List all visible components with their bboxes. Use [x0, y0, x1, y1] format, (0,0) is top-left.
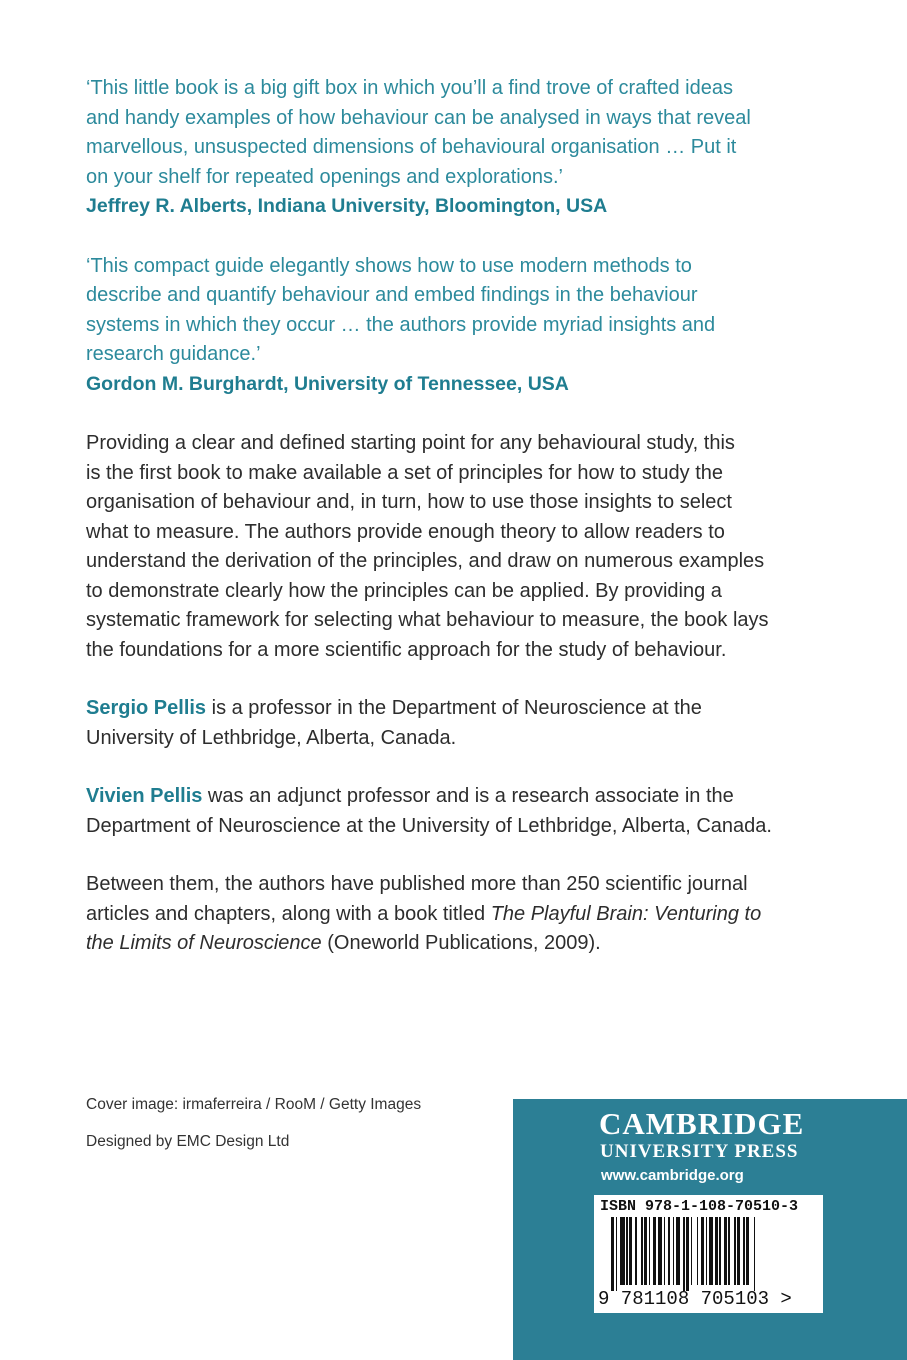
barcode-bar	[724, 1217, 727, 1285]
quote-line: describe and quantify behaviour and embed findings in the behaviour	[86, 284, 698, 306]
description-line: understand the derivation of the principles, and draw on numerous examples	[86, 550, 765, 572]
quote-attribution: Jeffrey R. Alberts, Indiana University, Bloomington, USA	[86, 195, 608, 217]
barcode-bar	[719, 1217, 721, 1285]
barcode-bar	[626, 1217, 628, 1285]
publisher-url: www.cambridge.org	[601, 1167, 744, 1184]
quote-attribution: Gordon M. Burghardt, University of Tennessee, USA	[86, 372, 569, 395]
barcode-bar	[743, 1217, 745, 1285]
barcode-bar	[728, 1217, 730, 1285]
description-line: systematic framework for selecting what behaviour to measure, the book lays	[86, 609, 769, 631]
publications-note	[86, 870, 826, 959]
back-cover-text	[86, 74, 826, 988]
barcode-digits: 9 781108 705103 >	[598, 1288, 792, 1310]
author-bio-sergio	[86, 694, 826, 753]
quote-line: and handy examples of how behaviour can be analysed in ways that reveal	[86, 106, 751, 129]
barcode-bar	[635, 1217, 637, 1285]
author-bio-vivien	[86, 782, 826, 841]
barcode-bar	[686, 1217, 689, 1291]
cover-image-credit: Cover image: irmaferreira / RooM / Getty Images	[86, 1096, 422, 1113]
description-line: is the first book to make available a set of principles for how to study the	[86, 461, 723, 484]
credits	[86, 1096, 421, 1170]
author-bio-text: Department of Neuroscience at the University of Lethbridge, Alberta, Canada.	[86, 814, 772, 837]
design-credit: Designed by EMC Design Ltd	[86, 1133, 290, 1150]
author-bio-text: University of Lethbridge, Alberta, Canada.	[86, 726, 457, 749]
barcode-bar	[697, 1217, 699, 1285]
publisher-panel	[513, 1099, 907, 1360]
quote-line: ‘This little book is a big gift box in which you’ll a find trove of crafted ideas	[86, 77, 733, 99]
publisher-logo-subname: UNIVERSITY PRESS	[600, 1141, 799, 1162]
barcode-bar	[754, 1217, 756, 1291]
publisher-logo-name: CAMBRIDGE	[599, 1106, 805, 1141]
barcode-bar	[629, 1217, 632, 1285]
barcode-bar	[641, 1217, 643, 1285]
description-line: to demonstrate clearly how the principles can be applied. By providing a	[86, 579, 722, 602]
barcode-bar	[683, 1217, 685, 1291]
quote-line: ‘This compact guide elegantly shows how to use modern methods to	[86, 254, 692, 277]
book-description	[86, 429, 826, 665]
author-name: Sergio Pellis	[86, 697, 207, 719]
barcode-bar	[668, 1217, 670, 1285]
author-bio-text: was an adjunct professor and is a research associate in the	[202, 785, 734, 807]
description-line: what to measure. The authors provide enough theory to allow readers to	[86, 520, 725, 543]
author-name: Vivien Pellis	[86, 785, 203, 807]
publications-line: Between them, the authors have published more than 250 scientific journal	[86, 873, 748, 895]
barcode-bar	[664, 1217, 666, 1285]
barcode-bar	[691, 1217, 693, 1285]
barcode-bar	[709, 1217, 714, 1285]
book-title: The Playful Brain: Venturing to	[490, 902, 762, 925]
barcode-bar	[653, 1217, 656, 1285]
isbn-label: ISBN 978-1-108-70510-3	[600, 1198, 799, 1215]
barcode-bar	[706, 1217, 708, 1285]
quote-line: on your shelf for repeated openings and explorations.’	[86, 165, 563, 188]
barcode-bar	[701, 1217, 704, 1285]
barcode-bar	[649, 1217, 651, 1285]
barcode-bar	[715, 1217, 718, 1285]
isbn-barcode	[594, 1195, 823, 1313]
barcode-bar	[616, 1217, 618, 1291]
barcode-bar	[746, 1217, 749, 1285]
description-line: organisation of behaviour and, in turn, how to use those insights to select	[86, 491, 732, 513]
description-line: Providing a clear and defined starting point for any behavioural study, this	[86, 432, 735, 454]
barcode-bar	[658, 1217, 663, 1285]
book-title: the Limits of Neuroscience	[86, 932, 322, 954]
publications-text: articles and chapters, along with a book titled	[86, 902, 491, 925]
quote-line: systems in which they occur … the authors provide myriad insights and	[86, 313, 716, 336]
quote-line: research guidance.’	[86, 343, 261, 365]
publications-text: (Oneworld Publications, 2009).	[321, 932, 601, 954]
barcode-bar	[676, 1217, 681, 1285]
review-quote-1	[86, 74, 826, 222]
description-line: the foundations for a more scientific approach for the study of behaviour.	[86, 638, 727, 661]
barcode-bar	[620, 1217, 625, 1285]
barcode-bar	[611, 1217, 614, 1291]
barcode-bar	[644, 1217, 647, 1285]
barcode-bar	[673, 1217, 675, 1285]
review-quote-2	[86, 252, 826, 400]
barcode-bar	[737, 1217, 740, 1285]
author-bio-text: is a professor in the Department of Neuroscience at the	[206, 697, 702, 719]
barcode-bar	[734, 1217, 736, 1285]
quote-line: marvellous, unsuspected dimensions of behavioural organisation … Put it	[86, 136, 737, 158]
